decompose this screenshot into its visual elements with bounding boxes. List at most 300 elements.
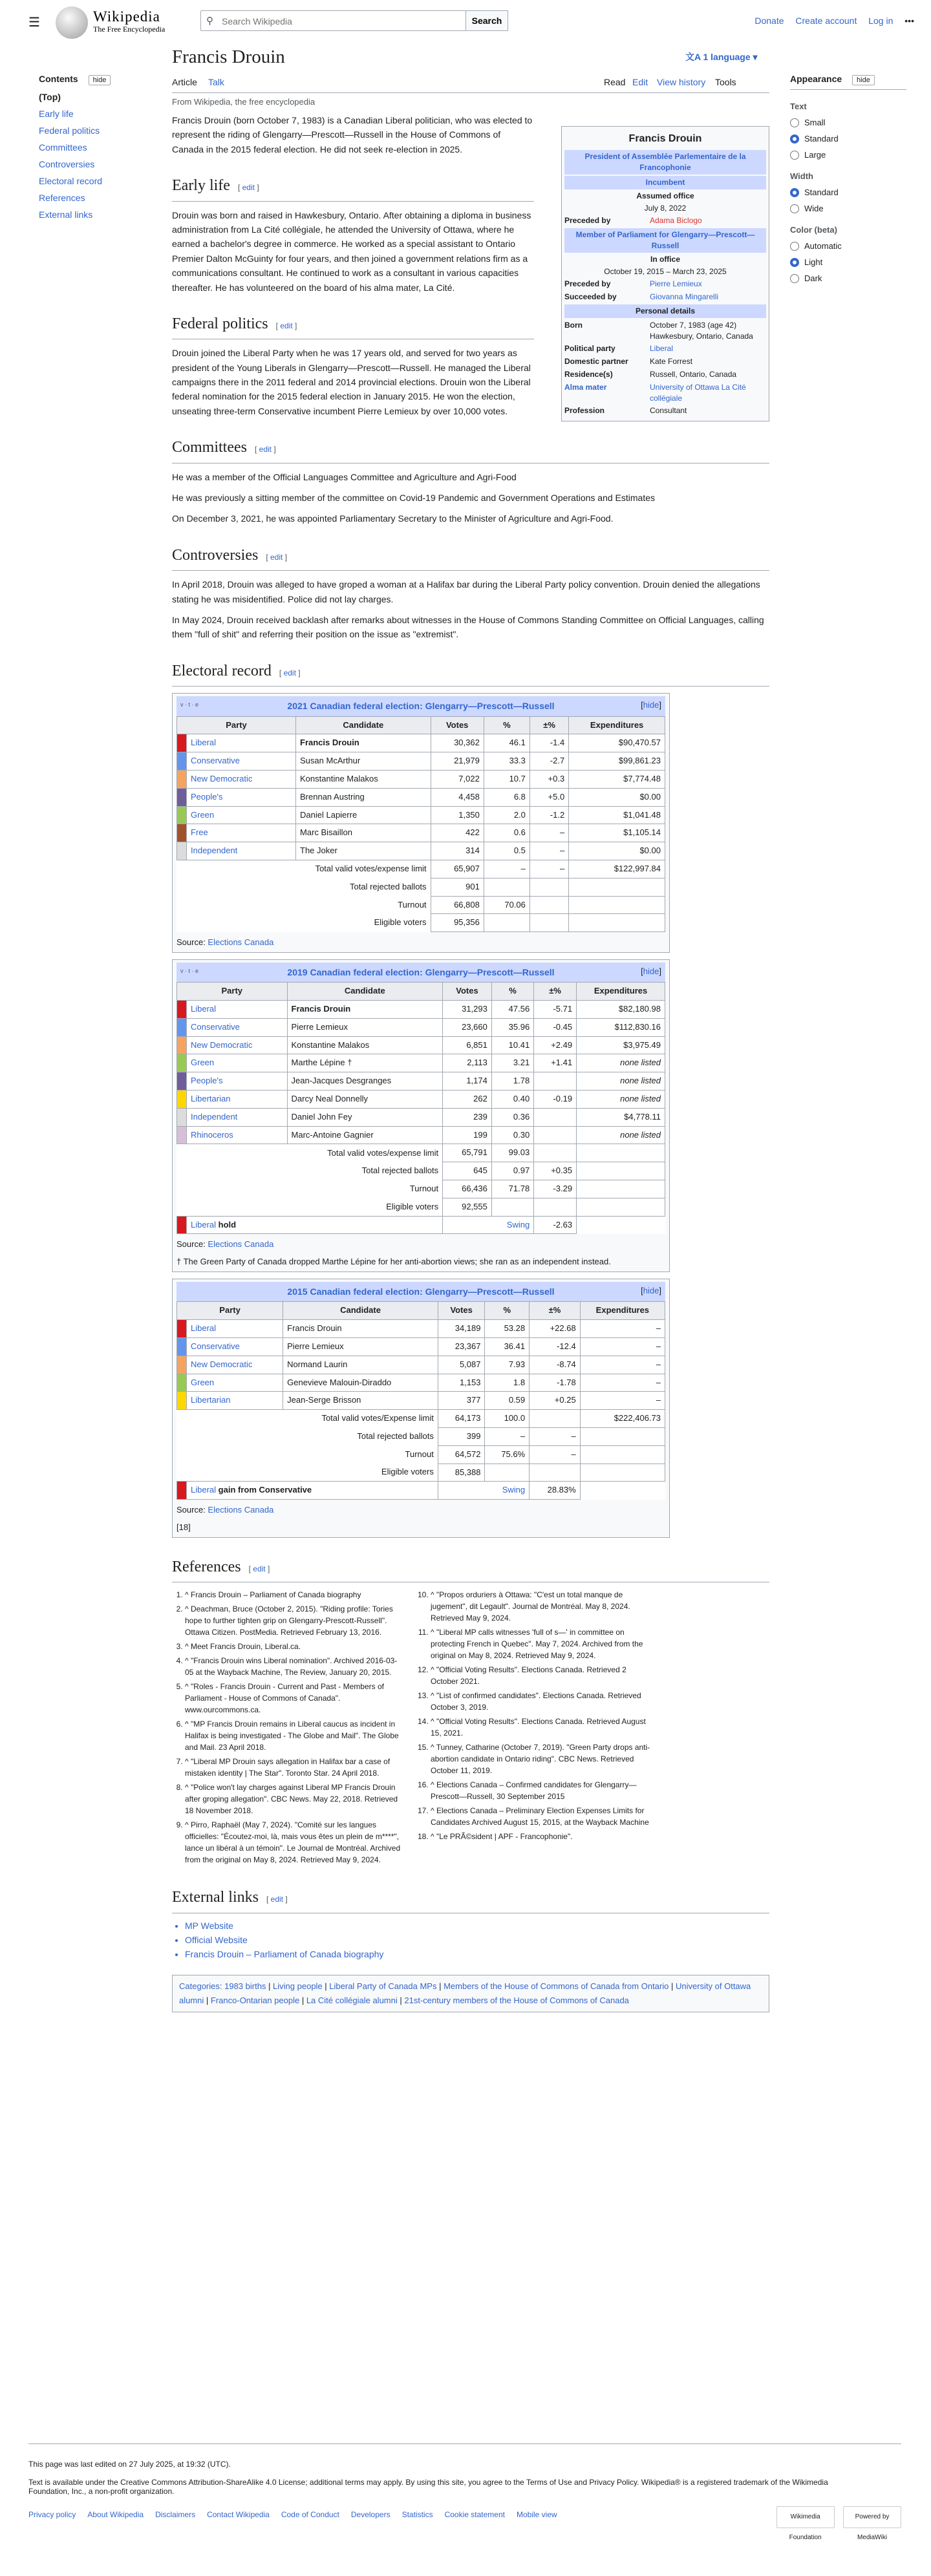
change-cell bbox=[530, 1410, 581, 1428]
party-color-swatch bbox=[177, 1374, 187, 1392]
pct-cell: – bbox=[484, 860, 530, 878]
reference-item[interactable]: 5. ^ "Roles - Francis Drouin - Current and Past - Members of Parliament - House of Commons of Canada". www.ourcommons.ca. bbox=[185, 1681, 405, 1716]
party-cell[interactable]: Conservative bbox=[187, 1338, 283, 1356]
party-cell[interactable]: New Democratic bbox=[187, 1356, 283, 1374]
expenditure-cell: $112,830.16 bbox=[577, 1018, 665, 1036]
table-row bbox=[177, 806, 665, 824]
paragraph: In May 2024, Drouin received backlash after remarks about witnesses in the House of Commons Standing Committee on Official Languages, calling them "full of shit" and referring their position on the issue as "extremist". bbox=[172, 614, 764, 640]
create-account-link[interactable]: Create account bbox=[795, 16, 857, 26]
empty-cell bbox=[577, 1216, 665, 1234]
reference-item[interactable]: 17. ^ Elections Canada – Preliminary Election Expenses Limits for Candidates Archived August 15, 2015, at the Wayback Machine bbox=[431, 1805, 650, 1828]
expenditure-cell: $122,997.84 bbox=[569, 860, 665, 878]
table-row bbox=[177, 1374, 665, 1392]
source-label: Source: bbox=[177, 937, 208, 948]
candidate-cell: Jean-Serge Brisson bbox=[283, 1392, 438, 1410]
edit-section-link[interactable]: [ edit ] bbox=[255, 445, 276, 454]
category-link[interactable]: Liberal Party of Canada MPs bbox=[329, 1981, 437, 1991]
paragraph: He was previously a sitting member of the committee on Covid-19 Pandemic and Government Operations and Estimates bbox=[172, 493, 656, 504]
pct-cell: 0.30 bbox=[491, 1126, 533, 1144]
row-key: Succeeded by bbox=[564, 292, 617, 302]
totals-row bbox=[177, 1162, 665, 1180]
hold-cell bbox=[187, 1216, 443, 1234]
row-key: Profession bbox=[564, 406, 605, 416]
edit-link[interactable]: edit bbox=[242, 183, 255, 193]
totals-row bbox=[177, 1445, 665, 1464]
empty-cell bbox=[580, 1482, 665, 1500]
wikimedia-badge[interactable]: Wikimedia Foundation bbox=[776, 2506, 835, 2528]
column-header: Candidate bbox=[283, 1302, 438, 1320]
width-wide-option[interactable] bbox=[790, 204, 906, 213]
logo-subtitle: The Free Encyclopedia bbox=[93, 25, 166, 34]
radio-selected-icon bbox=[790, 188, 799, 197]
votes-cell: 64,572 bbox=[438, 1445, 485, 1464]
hold-party[interactable]: Liberal bbox=[191, 1219, 217, 1229]
votes-cell: 66,808 bbox=[431, 896, 484, 914]
column-header: Party bbox=[177, 983, 288, 1001]
tab-talk[interactable]: Talk bbox=[208, 77, 224, 87]
external-link[interactable]: • Francis Drouin – Parliament of Canada biography bbox=[185, 1947, 769, 1961]
change-cell bbox=[534, 1198, 577, 1216]
categories-label[interactable]: Categories: bbox=[179, 1981, 222, 1991]
votes-cell: 95,356 bbox=[431, 914, 484, 932]
color-light-option[interactable] bbox=[790, 257, 906, 267]
row-key[interactable]: Alma mater bbox=[564, 382, 607, 392]
external-link[interactable]: • Official Website bbox=[185, 1933, 769, 1947]
search-button[interactable]: Search bbox=[466, 10, 508, 31]
color-label: Color (beta) bbox=[790, 225, 837, 235]
vte-links[interactable]: v · t · e bbox=[180, 967, 199, 974]
source-line bbox=[177, 936, 665, 950]
change-cell: +0.3 bbox=[530, 770, 568, 788]
table-row bbox=[177, 752, 665, 771]
change-cell: +2.49 bbox=[534, 1036, 577, 1054]
candidate-cell: Brennan Austring bbox=[296, 788, 431, 806]
votes-cell: 65,907 bbox=[431, 860, 484, 878]
hold-result: hold bbox=[218, 1219, 237, 1229]
tab-view-history[interactable]: View history bbox=[657, 77, 706, 87]
table-row bbox=[177, 1018, 665, 1036]
election-box bbox=[172, 693, 670, 953]
edit-link[interactable]: edit bbox=[280, 321, 293, 330]
edit-link[interactable]: edit bbox=[253, 1564, 266, 1573]
change-cell bbox=[530, 1464, 581, 1482]
edit-link[interactable]: edit bbox=[270, 1895, 283, 1904]
external-link[interactable]: • MP Website bbox=[185, 1919, 769, 1933]
votes-cell: 92,555 bbox=[443, 1198, 492, 1216]
election-hide-button[interactable]: [hide] bbox=[641, 1286, 661, 1296]
election-hide-button[interactable]: [hide] bbox=[641, 966, 661, 976]
party-cell[interactable]: Independent bbox=[187, 1108, 288, 1126]
toc-item-controversies[interactable]: Controversies bbox=[39, 159, 95, 169]
pct-cell: 46.1 bbox=[484, 734, 530, 752]
category-link[interactable]: La Cité collégiale alumni bbox=[306, 1995, 398, 2005]
hold-party[interactable]: Liberal bbox=[191, 1485, 217, 1495]
heading-text: Electoral record bbox=[172, 662, 272, 679]
alma-mater-link[interactable]: University of Ottawa La Cité collégiale bbox=[650, 382, 746, 403]
party-cell[interactable]: Green bbox=[187, 1054, 288, 1072]
table-header-row bbox=[177, 716, 665, 734]
change-cell: -1.4 bbox=[530, 734, 568, 752]
party-color-swatch bbox=[177, 1036, 187, 1054]
votes-cell: 262 bbox=[443, 1091, 492, 1109]
paragraph: Drouin was born and raised in Hawkesbury, Ontario. After obtaining a diploma in business administration from La Cité collégiale, he attended the University of Ottawa, where he earned a bachelor's degree in commerce. He worked as a special assistant to Ontario Premier Dalton McGuinty for four years, and then joined a government relations firm as a communications consultant. He continued to work as a consultant in various capacities thereafter. He has volunteered on the board of his alma mater, La Cité. bbox=[172, 209, 531, 293]
expenditure-cell bbox=[569, 914, 665, 932]
option-label: Standard bbox=[804, 134, 839, 144]
mediawiki-badge[interactable]: Powered by MediaWiki bbox=[843, 2506, 901, 2528]
change-cell: -5.71 bbox=[534, 1001, 577, 1019]
table-row bbox=[177, 1108, 665, 1126]
table-row bbox=[177, 1036, 665, 1054]
party-cell[interactable]: Green bbox=[187, 1374, 283, 1392]
reference-item[interactable]: 3. ^ Meet Francis Drouin, Liberal.ca. bbox=[185, 1641, 405, 1652]
footer-link[interactable]: Contact Wikipedia bbox=[207, 2510, 270, 2519]
external-links-list bbox=[172, 1919, 769, 1962]
infobox-office2[interactable]: Member of Parliament for Glengarry—Prescott—Russell bbox=[564, 228, 766, 253]
more-options-icon[interactable]: ••• bbox=[904, 16, 914, 26]
appearance-title bbox=[790, 74, 906, 90]
hide-label[interactable]: hide bbox=[643, 700, 659, 710]
wikipedia-logo[interactable] bbox=[56, 6, 88, 39]
reference-item[interactable]: 4. ^ "Francis Drouin wins Liberal nomination". Archived 2016-03-05 at the Wayback Machine, The Review, January 20, 2015. bbox=[185, 1655, 405, 1678]
change-cell: – bbox=[530, 824, 568, 842]
text-small-option[interactable] bbox=[790, 118, 906, 127]
table-row bbox=[177, 842, 665, 860]
tools-menu[interactable]: Tools bbox=[715, 77, 736, 87]
infobox-office1[interactable]: President of Assemblée Parlementaire de la Francophonie bbox=[564, 150, 766, 175]
votes-cell: 422 bbox=[431, 824, 484, 842]
reference-item[interactable]: 2. ^ Deachman, Bruce (October 2, 2015). "Riding profile: Tories hope to further tighten grip on Glengarry-Prescott-Russell". Ottawa Citizen. PostMedia. Retrieved February 13, 2016. bbox=[185, 1603, 405, 1638]
expenditure-cell: $222,406.73 bbox=[580, 1410, 665, 1428]
born-value: October 7, 1983 (age 42) Hawkesbury, Ontario, Canada bbox=[650, 320, 753, 341]
totals-label: Turnout bbox=[409, 1184, 439, 1194]
column-header: Candidate bbox=[287, 983, 443, 1001]
party-cell[interactable]: Libertarian bbox=[187, 1392, 283, 1410]
expenditure-cell bbox=[577, 1144, 665, 1162]
heading-text: Federal politics bbox=[172, 315, 268, 332]
totals-label: Turnout bbox=[398, 899, 427, 910]
section-heading-federal-politics bbox=[172, 312, 534, 339]
expenditure-cell bbox=[569, 878, 665, 896]
toc-item-committees[interactable]: Committees bbox=[39, 142, 87, 153]
expenditure-cell bbox=[569, 896, 665, 914]
text-standard-option[interactable] bbox=[790, 134, 906, 144]
reference-item[interactable]: 16. ^ Elections Canada – Confirmed candidates for Glengarry—Prescott—Russell, 30 September 2015 bbox=[431, 1779, 650, 1802]
column-header: ±% bbox=[530, 716, 568, 734]
edit-link[interactable]: edit bbox=[283, 668, 296, 677]
candidate-cell: Susan McArthur bbox=[296, 752, 431, 771]
search-input[interactable] bbox=[220, 14, 462, 29]
reference-item[interactable]: 13. ^ "List of confirmed candidates". Elections Canada. Retrieved October 3, 2019. bbox=[431, 1690, 650, 1713]
option-label: Large bbox=[804, 150, 826, 160]
profession-value: Consultant bbox=[650, 406, 687, 416]
option-label: Dark bbox=[804, 273, 822, 283]
candidate-cell: Genevieve Malouin-Diraddo bbox=[283, 1374, 438, 1392]
tab-read[interactable]: Read bbox=[604, 77, 626, 87]
hold-result: gain from Conservative bbox=[218, 1485, 312, 1495]
candidate-cell: Konstantine Malakos bbox=[287, 1036, 443, 1054]
category-link[interactable]: University of Ottawa alumni bbox=[179, 1981, 751, 2005]
party-color-swatch bbox=[177, 734, 187, 752]
toc-item-federal-politics[interactable]: Federal politics bbox=[39, 125, 100, 136]
expenditure-cell: – bbox=[580, 1356, 665, 1374]
toc-hide-button[interactable]: hide bbox=[89, 75, 111, 85]
election-box bbox=[172, 1279, 670, 1538]
party-cell[interactable]: Conservative bbox=[187, 752, 296, 771]
party-cell[interactable]: People's bbox=[187, 788, 296, 806]
party-color-swatch bbox=[177, 1338, 187, 1356]
footer-link[interactable]: Cookie statement bbox=[444, 2510, 505, 2519]
expenditure-cell: – bbox=[580, 1374, 665, 1392]
toc-item-top[interactable]: (Top) bbox=[39, 92, 61, 102]
tab-article[interactable]: Article bbox=[172, 77, 197, 87]
votes-cell: 1,350 bbox=[431, 806, 484, 824]
pct-cell: 2.0 bbox=[484, 806, 530, 824]
paragraph: He was a member of the Official Languages Committee and Agriculture and Agri-Food bbox=[172, 471, 517, 482]
party-cell[interactable]: Liberal bbox=[187, 734, 296, 752]
expenditure-cell: $3,975.49 bbox=[577, 1036, 665, 1054]
party-cell[interactable]: Independent bbox=[187, 842, 296, 860]
votes-cell: 2,113 bbox=[443, 1054, 492, 1072]
footer-link[interactable]: Privacy policy bbox=[28, 2510, 76, 2519]
change-cell: -0.45 bbox=[534, 1018, 577, 1036]
party-cell[interactable]: Free bbox=[187, 824, 296, 842]
party-link[interactable]: Liberal bbox=[650, 344, 674, 354]
party-cell[interactable]: Liberal bbox=[187, 1001, 288, 1019]
reference-item[interactable]: 7. ^ "Liberal MP Drouin says allegation in Halifax bar a case of mistaken identity | The Star". Toronto Star. 24 April 2018. bbox=[185, 1756, 405, 1779]
reference-item[interactable]: 12. ^ "Official Voting Results". Elections Canada. Retrieved 2 October 2021. bbox=[431, 1664, 650, 1687]
candidate-cell: Darcy Neal Donnelly bbox=[287, 1091, 443, 1109]
edit-section-link[interactable]: [ edit ] bbox=[275, 321, 297, 330]
table-row bbox=[177, 1356, 665, 1374]
votes-cell: 66,436 bbox=[443, 1180, 492, 1198]
paragraph: In April 2018, Drouin was alleged to have groped a woman at a Halifax bar during the Liberal Party policy convention. Drouin denied the allegations stating he was misidentified. Police did not lay charges. bbox=[172, 579, 760, 604]
category-link[interactable]: Members of the House of Commons of Canada from Ontario bbox=[444, 1981, 669, 1991]
text-large-option[interactable] bbox=[790, 150, 906, 160]
totals-label: Total valid votes/expense limit bbox=[327, 1147, 439, 1158]
election-title[interactable]: 2015 Canadian federal election: Glengarry—Prescott—Russell bbox=[287, 1286, 555, 1297]
change-cell: – bbox=[530, 860, 568, 878]
totals-row bbox=[177, 1180, 665, 1198]
votes-cell: 5,087 bbox=[438, 1356, 485, 1374]
table-of-contents bbox=[39, 74, 142, 220]
edit-section-link[interactable]: [ edit ] bbox=[248, 1564, 270, 1573]
infobox-title: Francis Drouin bbox=[628, 133, 702, 144]
reference-item[interactable]: 18. ^ "Le PRÃ©sident | APF - Francophonie". bbox=[431, 1831, 650, 1842]
candidate-cell: Marthe Lépine † bbox=[287, 1054, 443, 1072]
donate-link[interactable]: Donate bbox=[754, 16, 784, 26]
change-cell: -8.74 bbox=[530, 1356, 581, 1374]
footer-link[interactable]: Code of Conduct bbox=[281, 2510, 339, 2519]
party-color-swatch bbox=[177, 1216, 187, 1234]
footer-link[interactable]: Disclaimers bbox=[155, 2510, 196, 2519]
party-cell[interactable]: New Democratic bbox=[187, 770, 296, 788]
edit-link[interactable]: edit bbox=[259, 445, 272, 454]
pct-cell: 0.5 bbox=[484, 842, 530, 860]
width-standard-option[interactable] bbox=[790, 187, 906, 197]
category-link[interactable]: Living people bbox=[273, 1981, 323, 1991]
hold-cell bbox=[187, 1482, 438, 1500]
votes-cell: 21,979 bbox=[431, 752, 484, 771]
footer-link[interactable]: About Wikipedia bbox=[87, 2510, 144, 2519]
expenditure-cell bbox=[577, 1180, 665, 1198]
pct-cell: 0.40 bbox=[491, 1091, 533, 1109]
heading-text: References bbox=[172, 1558, 241, 1575]
column-header: ±% bbox=[530, 1302, 581, 1320]
party-color-swatch bbox=[177, 770, 187, 788]
edit-section-link[interactable]: [ edit ] bbox=[279, 668, 301, 677]
election-title[interactable]: 2021 Canadian federal election: Glengarry—Prescott—Russell bbox=[287, 701, 555, 712]
option-label: Automatic bbox=[804, 241, 842, 251]
last-edited: This page was last edited on 27 July 2025, at 19:32 (UTC). bbox=[28, 2460, 231, 2469]
party-cell[interactable]: People's bbox=[187, 1072, 288, 1091]
radio-selected-icon bbox=[790, 258, 799, 267]
party-cell[interactable]: Rhinoceros bbox=[187, 1126, 288, 1144]
heading-text: Committees bbox=[172, 439, 247, 456]
table-row bbox=[177, 1072, 665, 1091]
source-link[interactable]: Elections Canada bbox=[208, 1505, 274, 1515]
edit-section-link[interactable]: [ edit ] bbox=[266, 552, 288, 562]
radio-icon bbox=[790, 118, 799, 127]
party-cell[interactable]: Conservative bbox=[187, 1018, 288, 1036]
reference-item[interactable]: 10. ^ "Propos orduriers à Ottawa: "C'est un total manque de jugement", dit Legault". Journal de Montréal. May 8, 2024. Retrieved May 9, 2024. bbox=[431, 1589, 650, 1624]
totals-row bbox=[177, 896, 665, 914]
hide-label[interactable]: hide bbox=[643, 966, 659, 976]
preceded-by-link[interactable]: Pierre Lemieux bbox=[650, 279, 702, 289]
radio-icon bbox=[790, 204, 799, 213]
radio-icon bbox=[790, 242, 799, 251]
language-button[interactable]: 文A 1 language ▾ bbox=[685, 52, 758, 62]
reference-item[interactable]: 6. ^ "MP Francis Drouin remains in Liberal caucus as incident in Halifax is being investigated - The Globe and Mail". The Globe and Mail. 23 April 2018. bbox=[185, 1718, 405, 1753]
change-cell: -1.78 bbox=[530, 1374, 581, 1392]
table-row bbox=[177, 1091, 665, 1109]
table-header-row bbox=[177, 983, 665, 1001]
election-table bbox=[177, 716, 665, 933]
candidate-cell: Marc Bisaillon bbox=[296, 824, 431, 842]
party-cell[interactable]: Liberal bbox=[187, 1320, 283, 1338]
edit-link[interactable]: edit bbox=[270, 552, 283, 562]
party-cell[interactable]: New Democratic bbox=[187, 1036, 288, 1054]
footer-link[interactable]: Developers bbox=[350, 2510, 391, 2519]
source-link[interactable]: Elections Canada bbox=[208, 1239, 274, 1250]
vte-links[interactable]: v · t · e bbox=[180, 701, 199, 708]
radio-icon bbox=[790, 151, 799, 160]
reference-item[interactable]: 11. ^ "Liberal MP calls witnesses 'full of s—' in committee on protecting French in Quebec". May 7, 2024. Archived from the original on May 8, 2024. Retrieved May 9, 2024. bbox=[431, 1626, 650, 1661]
expenditure-cell: $1,041.48 bbox=[569, 806, 665, 824]
party-color-swatch bbox=[177, 1091, 187, 1109]
category-link[interactable]: 1983 births bbox=[224, 1981, 266, 1991]
toc-item-electoral-record[interactable]: Electoral record bbox=[39, 176, 103, 186]
party-cell[interactable]: Green bbox=[187, 806, 296, 824]
candidate-cell: Konstantine Malakos bbox=[296, 770, 431, 788]
toc-item-references[interactable]: References bbox=[39, 193, 85, 203]
party-cell[interactable]: Libertarian bbox=[187, 1091, 288, 1109]
column-header: Expenditures bbox=[569, 716, 665, 734]
votes-cell: 85,388 bbox=[438, 1464, 485, 1482]
category-link[interactable]: 21st-century members of the House of Commons of Canada bbox=[404, 1995, 629, 2005]
party-color-swatch bbox=[177, 1018, 187, 1036]
expenditure-cell: $4,778.11 bbox=[577, 1108, 665, 1126]
expenditure-cell: $0.00 bbox=[569, 842, 665, 860]
swing-label[interactable]: Swing bbox=[438, 1482, 529, 1500]
toc-item-early-life[interactable]: Early life bbox=[39, 109, 74, 119]
pct-cell: – bbox=[485, 1428, 530, 1446]
preceded-by-link[interactable]: Adama Biclogo bbox=[650, 216, 702, 226]
tab-edit[interactable]: Edit bbox=[632, 77, 648, 87]
election-table bbox=[177, 1301, 665, 1500]
expenditure-cell: $90,470.57 bbox=[569, 734, 665, 752]
table-row bbox=[177, 824, 665, 842]
hide-label[interactable]: hide bbox=[643, 1286, 659, 1296]
infobox-row bbox=[564, 369, 766, 380]
reference-item[interactable]: 9. ^ Pirro, Raphaël (May 7, 2024). "Comité sur les langues officielles: "Écoutez-moi, là, mais vous êtes un plein de m****", lance un libéral à un témoin". Le Journal de Montréal. Archived from the original on May 8, 2024. Retrieved May 9, 2024. bbox=[185, 1819, 405, 1866]
pct-cell bbox=[484, 878, 530, 896]
pct-cell: 10.41 bbox=[491, 1036, 533, 1054]
change-cell: -12.4 bbox=[530, 1338, 581, 1356]
toc-item-external-links[interactable]: External links bbox=[39, 209, 93, 220]
succeeded-by-link[interactable]: Giovanna Mingarelli bbox=[650, 292, 719, 302]
reference-item[interactable]: 14. ^ "Official Voting Results". Elections Canada. Retrieved August 15, 2021. bbox=[431, 1716, 650, 1739]
footer-link[interactable]: Statistics bbox=[401, 2510, 433, 2519]
edit-section-link[interactable]: [ edit ] bbox=[237, 183, 259, 193]
main-content bbox=[172, 43, 769, 2012]
reference-item[interactable]: 15. ^ Tunney, Catharine (October 7, 2019). "Green Party drops anti-abortion candidate in Ontario riding". CBC News. Retrieved October 11, 2019. bbox=[431, 1741, 650, 1776]
change-cell: +0.35 bbox=[534, 1162, 577, 1180]
log-in-link[interactable]: Log in bbox=[868, 16, 894, 26]
edit-section-link[interactable]: [ edit ] bbox=[266, 1895, 288, 1904]
pct-cell: 33.3 bbox=[484, 752, 530, 771]
row-key: Born bbox=[564, 320, 583, 330]
color-dark-option[interactable] bbox=[790, 273, 906, 283]
appearance-hide-button[interactable]: hide bbox=[852, 75, 875, 85]
column-header: Votes bbox=[443, 983, 492, 1001]
row-key: Preceded by bbox=[564, 216, 611, 226]
totals-label: Total valid votes/expense limit bbox=[315, 864, 427, 874]
page-tabs bbox=[172, 74, 769, 93]
votes-cell: 30,362 bbox=[431, 734, 484, 752]
votes-cell: 314 bbox=[431, 842, 484, 860]
votes-cell: 31,293 bbox=[443, 1001, 492, 1019]
table-row bbox=[177, 1001, 665, 1019]
category-link[interactable]: Franco-Ontarian people bbox=[210, 1995, 300, 2005]
heading-text: Early life bbox=[172, 177, 230, 195]
swing-label[interactable]: Swing bbox=[443, 1216, 534, 1234]
page-title: Francis Drouin bbox=[172, 47, 285, 67]
source-link[interactable]: Elections Canada bbox=[208, 937, 274, 948]
table-row bbox=[177, 1392, 665, 1410]
pct-cell: 0.59 bbox=[485, 1392, 530, 1410]
in-office-label: In office bbox=[650, 254, 680, 264]
change-cell: – bbox=[530, 842, 568, 860]
main-menu-icon[interactable]: ☰ bbox=[28, 16, 40, 30]
reference-item[interactable]: 1. ^ Francis Drouin – Parliament of Canada biography bbox=[185, 1589, 405, 1601]
election-hide-button[interactable]: [hide] bbox=[641, 700, 661, 710]
column-header: ±% bbox=[534, 983, 577, 1001]
table-row bbox=[177, 1338, 665, 1356]
row-key: Preceded by bbox=[564, 279, 611, 289]
logo-title[interactable]: Wikipedia bbox=[93, 8, 160, 25]
election-title[interactable]: 2019 Canadian federal election: Glengarry—Prescott—Russell bbox=[287, 966, 555, 977]
footer-link[interactable]: Mobile view bbox=[516, 2510, 557, 2519]
election-tables bbox=[172, 693, 769, 1538]
party-color-swatch bbox=[177, 1108, 187, 1126]
option-label: Wide bbox=[804, 204, 824, 213]
party-color-swatch bbox=[177, 806, 187, 824]
reference-column bbox=[185, 1589, 405, 1868]
reference-item[interactable]: 8. ^ "Police won't lay charges against Liberal MP Francis Drouin after groping allegation". CBC News. May 22, 2018. Retrieved 18 November 2018. bbox=[185, 1782, 405, 1816]
table-header-row bbox=[177, 1302, 665, 1320]
color-automatic-option[interactable] bbox=[790, 241, 906, 251]
party-color-swatch bbox=[177, 1126, 187, 1144]
